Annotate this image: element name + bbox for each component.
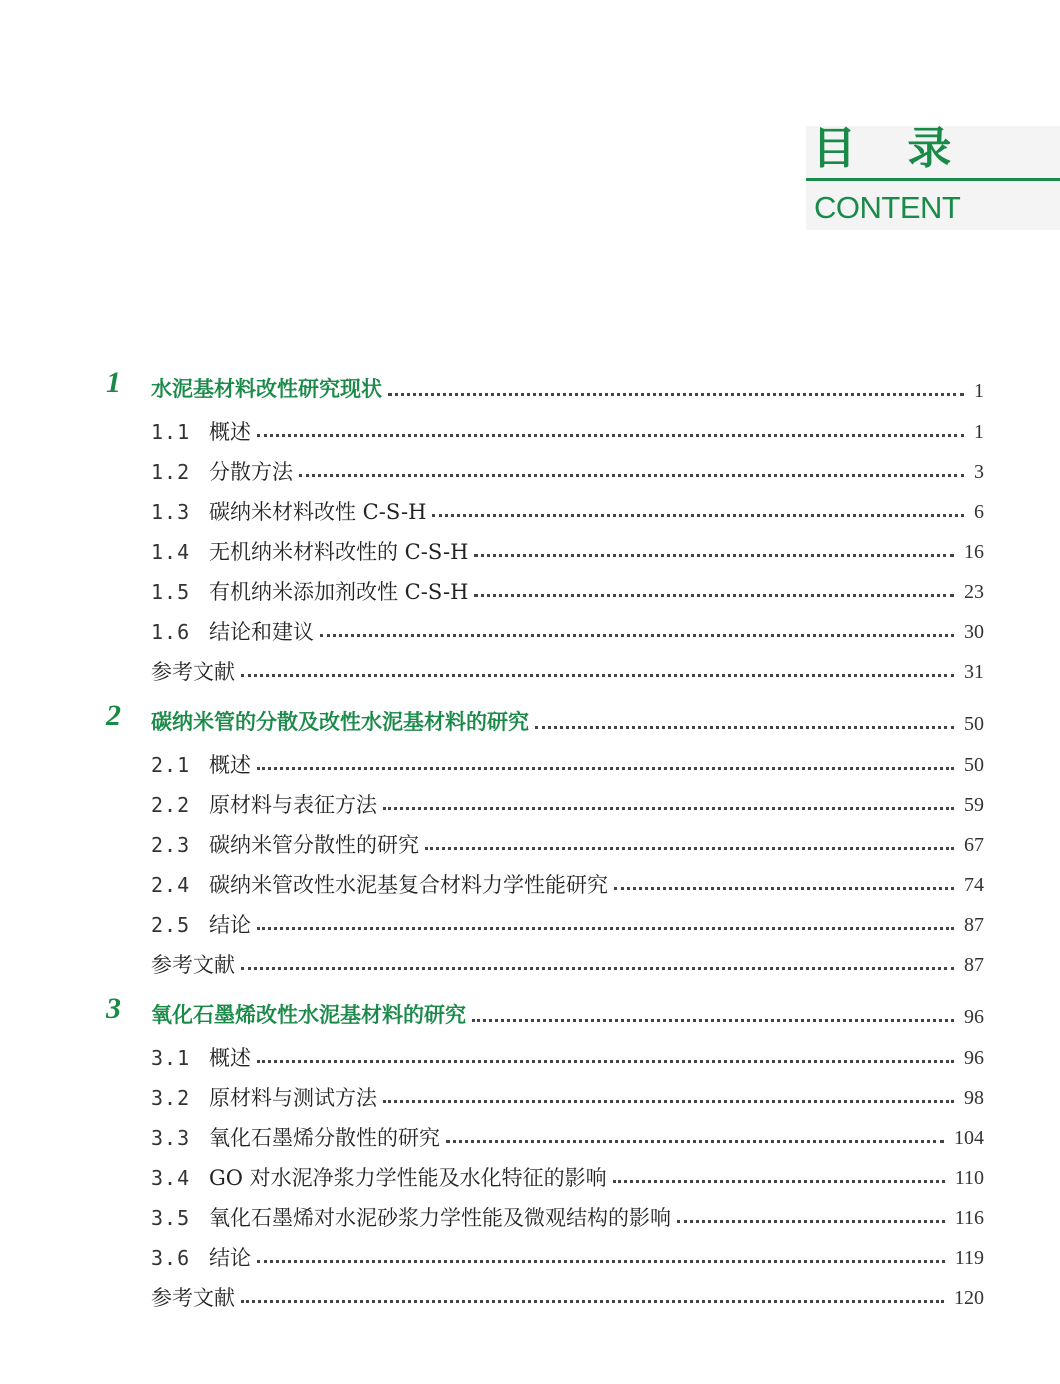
dot-leader <box>425 847 954 850</box>
dot-leader <box>614 887 954 890</box>
page-number: 96 <box>964 1047 984 1069</box>
section-title: 概述 <box>209 1046 251 1070</box>
chapter-number: 2 <box>106 699 121 732</box>
section-title: 氧化石墨烯对水泥砂浆力学性能及微观结构的影响 <box>209 1206 671 1230</box>
toc-section-1-6[interactable] <box>0 618 1060 646</box>
section-title: 结论 <box>209 1246 251 1270</box>
section-number: 2.1 <box>151 753 191 777</box>
page-number: 50 <box>964 713 984 735</box>
section-title: 碳纳米管分散性的研究 <box>209 833 419 857</box>
page-number: 67 <box>964 834 984 856</box>
toc-section-1-2[interactable] <box>0 458 1060 486</box>
toc-references-1[interactable] <box>0 658 1060 686</box>
section-number: 2.4 <box>151 873 191 897</box>
dot-leader <box>299 474 964 477</box>
page-number: 31 <box>964 661 984 683</box>
chapter-number: 3 <box>106 992 121 1025</box>
toc-section-1-4[interactable] <box>0 538 1060 566</box>
dot-leader <box>388 393 964 396</box>
dot-leader <box>320 634 954 637</box>
section-title: 氧化石墨烯分散性的研究 <box>209 1126 440 1150</box>
section-number: 3.1 <box>151 1046 191 1070</box>
toc-section-3-2[interactable] <box>0 1084 1060 1112</box>
page-title: 目 录 <box>812 123 970 174</box>
toc-section-3-1[interactable] <box>0 1044 1060 1072</box>
toc-section-2-5[interactable] <box>0 911 1060 939</box>
dot-leader <box>383 1100 954 1103</box>
references-title: 参考文献 <box>151 660 235 684</box>
section-number: 2.3 <box>151 833 191 857</box>
page-number: 1 <box>974 421 984 443</box>
dot-leader <box>257 767 954 770</box>
toc-chapter-3[interactable] <box>0 992 1060 1031</box>
page-number: 87 <box>964 954 984 976</box>
toc-section-3-6[interactable] <box>0 1244 1060 1272</box>
page-number: 87 <box>964 914 984 936</box>
section-title: 结论 <box>209 913 251 937</box>
page-number: 3 <box>974 461 984 483</box>
section-number: 1.1 <box>151 420 191 444</box>
dot-leader <box>613 1180 945 1183</box>
page-number: 116 <box>954 1207 984 1229</box>
section-number: 3.3 <box>151 1126 191 1150</box>
section-title: 概述 <box>209 753 251 777</box>
section-title: 碳纳米材料改性 C-S-H <box>209 500 427 524</box>
toc-section-2-1[interactable] <box>0 751 1060 779</box>
page-number: 119 <box>954 1247 984 1269</box>
dot-leader <box>257 434 964 437</box>
toc-section-1-3[interactable] <box>0 498 1060 526</box>
section-number: 2.2 <box>151 793 191 817</box>
toc-section-3-4[interactable] <box>0 1164 1060 1192</box>
dot-leader <box>472 1019 954 1022</box>
section-title: 原材料与表征方法 <box>209 793 377 817</box>
page-number: 120 <box>954 1287 984 1309</box>
dot-leader <box>535 726 954 729</box>
toc-references-2[interactable] <box>0 951 1060 979</box>
section-title: 分散方法 <box>209 460 293 484</box>
dot-leader <box>241 967 954 970</box>
section-number: 3.5 <box>151 1206 191 1230</box>
section-number: 1.2 <box>151 460 191 484</box>
references-title: 参考文献 <box>151 953 235 977</box>
section-title: GO 对水泥净浆力学性能及水化特征的影响 <box>209 1166 607 1190</box>
section-number: 1.4 <box>151 540 191 564</box>
header-divider <box>806 178 1060 181</box>
toc-references-3[interactable] <box>0 1284 1060 1312</box>
page-number: 110 <box>954 1167 984 1189</box>
dot-leader <box>677 1220 945 1223</box>
chapter-title: 水泥基材料改性研究现状 <box>151 376 382 401</box>
page-number: 23 <box>964 581 984 603</box>
section-number: 1.6 <box>151 620 191 644</box>
toc-section-2-3[interactable] <box>0 831 1060 859</box>
section-title: 碳纳米管改性水泥基复合材料力学性能研究 <box>209 873 608 897</box>
dot-leader <box>474 594 954 597</box>
toc-section-2-2[interactable] <box>0 791 1060 819</box>
toc-section-3-5[interactable] <box>0 1204 1060 1232</box>
section-number: 1.3 <box>151 500 191 524</box>
toc-section-2-4[interactable] <box>0 871 1060 899</box>
chapter-title: 碳纳米管的分散及改性水泥基材料的研究 <box>151 709 529 734</box>
toc-section-1-1[interactable] <box>0 418 1060 446</box>
dot-leader <box>257 1260 945 1263</box>
dot-leader <box>446 1140 944 1143</box>
page-number: 96 <box>964 1006 984 1028</box>
toc-section-1-5[interactable] <box>0 578 1060 606</box>
toc-section-3-3[interactable] <box>0 1124 1060 1152</box>
dot-leader <box>432 514 964 517</box>
page-subtitle: CONTENT <box>814 190 961 225</box>
page-number: 74 <box>964 874 984 896</box>
toc-chapter-2[interactable] <box>0 699 1060 738</box>
toc-chapter-1[interactable] <box>0 366 1060 405</box>
page-number: 104 <box>954 1127 984 1149</box>
section-title: 有机纳米添加剂改性 C-S-H <box>209 580 469 604</box>
section-number: 1.5 <box>151 580 191 604</box>
references-title: 参考文献 <box>151 1286 235 1310</box>
dot-leader <box>241 1300 944 1303</box>
section-number: 3.6 <box>151 1246 191 1270</box>
page-number: 16 <box>964 541 984 563</box>
dot-leader <box>257 927 954 930</box>
page-number: 1 <box>974 380 984 402</box>
page-number: 50 <box>964 754 984 776</box>
page-number: 98 <box>964 1087 984 1109</box>
section-title: 概述 <box>209 420 251 444</box>
section-title: 无机纳米材料改性的 C-S-H <box>209 540 469 564</box>
dot-leader <box>241 674 954 677</box>
dot-leader <box>383 807 954 810</box>
dot-leader <box>474 554 954 557</box>
section-number: 3.4 <box>151 1166 191 1190</box>
section-title: 结论和建议 <box>209 620 314 644</box>
section-title: 原材料与测试方法 <box>209 1086 377 1110</box>
section-number: 3.2 <box>151 1086 191 1110</box>
dot-leader <box>257 1060 954 1063</box>
chapter-title: 氧化石墨烯改性水泥基材料的研究 <box>151 1002 466 1027</box>
page-number: 30 <box>964 621 984 643</box>
section-number: 2.5 <box>151 913 191 937</box>
page-number: 59 <box>964 794 984 816</box>
page-number: 6 <box>974 501 984 523</box>
chapter-number: 1 <box>106 366 121 399</box>
